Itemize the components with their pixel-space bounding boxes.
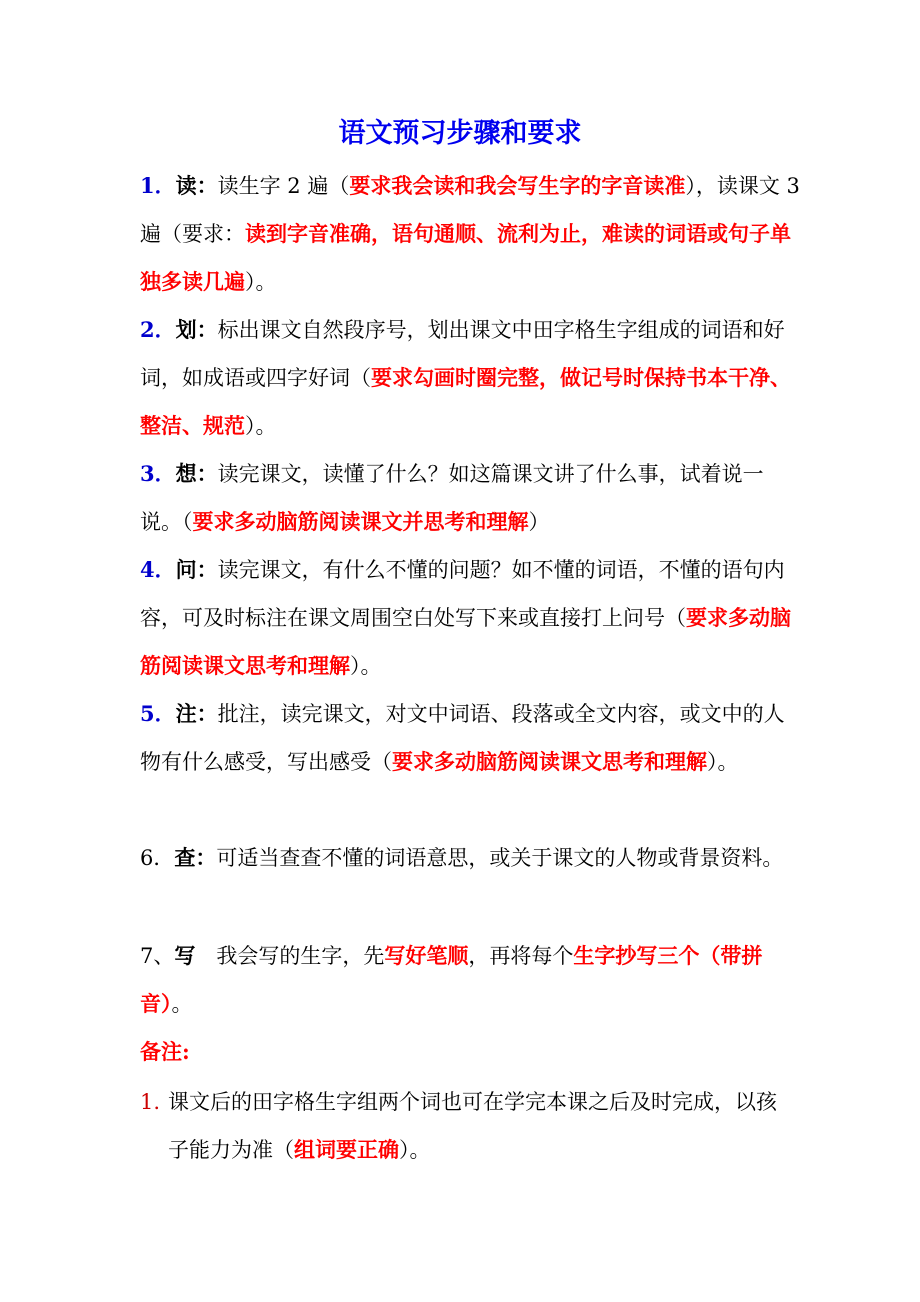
step-7: [140, 932, 800, 1028]
step-2: [140, 306, 800, 450]
step-number: 1．: [140, 173, 176, 198]
notes-heading: [140, 1028, 800, 1076]
step-requirement: 要求多动脑筋阅读课文并思考和理解: [192, 509, 529, 534]
note-item: [140, 1078, 780, 1174]
step-text: 批注，读完课文，对文中词语、段落或全文内容，或文中的人物有什么感受，写出感受（: [140, 702, 785, 774]
note-text: 课文后的田字格生字组两个词也可在学完本课之后及时完成，以孩子能力为准（: [168, 1090, 777, 1162]
step-text: 我会写的生字，先: [195, 944, 385, 968]
step-requirement: 要求勾画时圈完整，做记号时保持书本干净、整洁、规范: [140, 365, 791, 438]
step-4: [140, 546, 800, 690]
step-keyword: 问：: [175, 557, 218, 582]
step-keyword: 写: [174, 943, 196, 968]
step-text: ），读课文 3 遍（要求：: [140, 174, 800, 246]
step-number: 6．: [140, 846, 175, 870]
step-keyword: 读：: [175, 173, 218, 198]
step-number: 3．: [140, 461, 176, 486]
step-requirement: 生字抄写三个（带拼音）: [140, 943, 763, 1016]
step-text: ）。: [707, 750, 739, 774]
step-text: 。: [171, 992, 193, 1016]
step-requirement: 读到字音准确，语句通顺、流利为止，难读的词语或句子单独多读几遍: [140, 221, 791, 294]
document-title: 语文预习步骤和要求: [338, 118, 582, 149]
note-number: 1.: [140, 1090, 161, 1114]
note-body: [140, 1078, 780, 1174]
step-number: 2．: [140, 317, 176, 342]
step-text: 标出课文自然段序号，划出课文中田字格生字组成的词语和好词，如成语或四字好词（: [140, 318, 785, 390]
step-6: [140, 834, 810, 882]
step-number: 4．: [140, 557, 176, 582]
step-requirement: 要求我会读和我会写生字的字音读准: [349, 173, 686, 198]
step-5: [140, 690, 800, 786]
step-requirement: 写好笔顺: [384, 943, 469, 968]
step-number: 7、: [140, 944, 175, 968]
step-keyword: 注：: [175, 701, 218, 726]
notes-title: 备注:: [140, 1039, 190, 1064]
step-3: [140, 450, 800, 546]
step-text: ，再将每个: [468, 944, 574, 968]
step-number: 5．: [140, 701, 176, 726]
step-text: 读完课文，读懂了什么？如这篇课文讲了什么事，试着说一说。（: [140, 462, 764, 534]
step-1: [140, 162, 800, 306]
step-requirement: 要求多动脑筋阅读课文思考和理解: [392, 749, 707, 774]
note-text: ）。: [399, 1138, 431, 1162]
step-keyword: 想：: [175, 461, 218, 486]
step-keyword: 查：: [174, 845, 217, 870]
note-requirement: 组词要正确: [294, 1137, 399, 1162]
step-keyword: 划：: [175, 317, 218, 342]
step-text: 可适当查查不懂的词语意思，或关于课文的人物或背景资料。: [216, 846, 784, 870]
step-text: ）。: [245, 270, 277, 294]
step-text: ）: [528, 510, 550, 534]
step-text: 读完课文，有什么不懂的问题？如不懂的词语，不懂的语句内容，可及时标注在课文周围空白处写下来或直接打上问号（: [140, 558, 785, 630]
step-text: ）。: [350, 654, 382, 678]
step-requirement: 要求多动脑筋阅读课文思考和理解: [140, 605, 791, 678]
step-text: 读生字 2 遍（: [217, 174, 350, 198]
step-text: ）。: [245, 414, 277, 438]
